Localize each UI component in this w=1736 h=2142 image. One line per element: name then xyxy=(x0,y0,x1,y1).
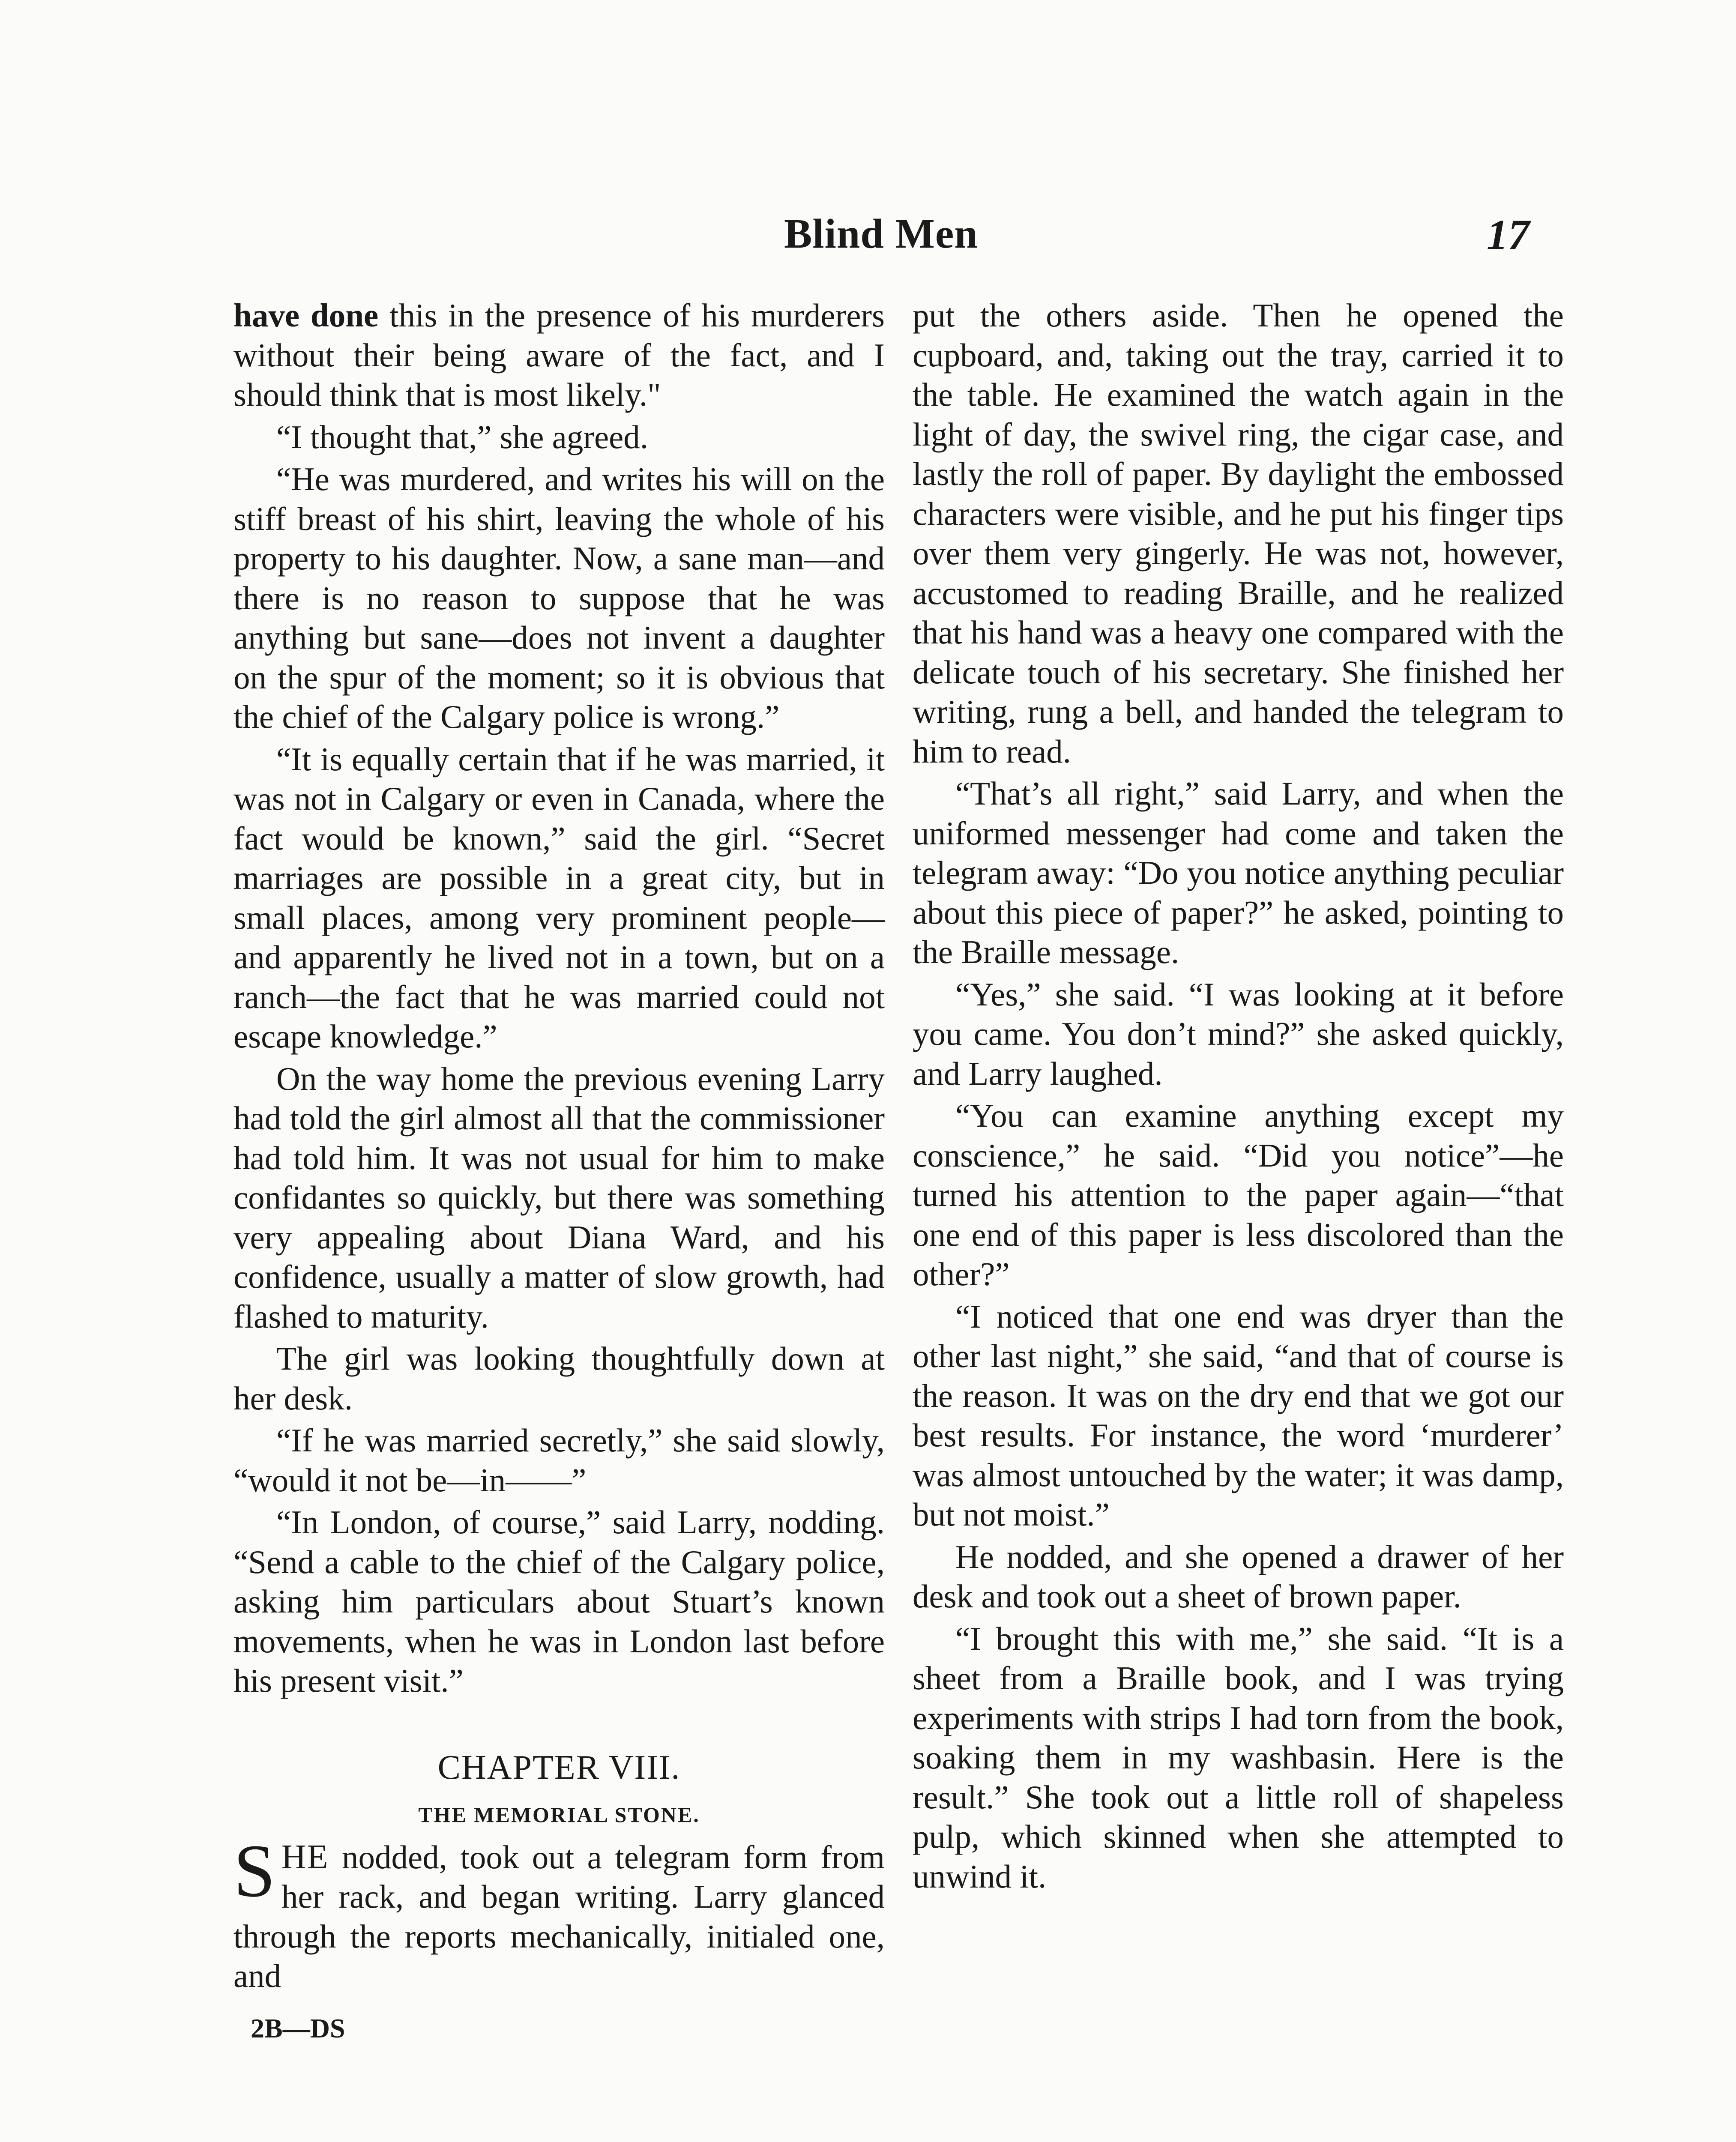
running-title: Blind Men xyxy=(784,211,978,257)
paragraph xyxy=(233,296,885,415)
paragraph: put the others aside. Then he opened the cupboard, and, taking out the tray, carried it to the table. He examined the watch again in the light of day, the swivel ring, the cigar case, and lastly the roll of paper. By daylight the embossed characters were visible, and he put his finger tips over them very gingerly. He was not, however, accustomed to reading Braille, and he realized that his hand was a heavy one compared with the delicate touch of his secretary. She finished her writing, rung a bell, and handed the telegram to him to read. xyxy=(913,297,1564,770)
drop-cap: S xyxy=(233,1829,275,1913)
paragraph: “Yes,” she said. “I was looking at it before you came. You don’t mind?” she asked quickly, and Larry laughed. xyxy=(913,975,1564,1092)
right-column xyxy=(913,296,1564,1896)
paragraph-text: this in the presence of his murderers without their being aware of the fact, and I should think that is most likely." xyxy=(233,297,885,413)
paragraph: “If he was married secretly,” she said slowly, “would it not be—in——” xyxy=(233,1422,885,1499)
paragraph: He nodded, and she opened a drawer of her desk and took out a sheet of brown paper. xyxy=(913,1538,1564,1615)
chapter-opening-paragraph xyxy=(233,1829,885,1996)
chapter-subtitle: THE MEMORIAL STONE. xyxy=(418,1803,700,1827)
first-word: HE xyxy=(281,1838,329,1876)
page-number: 17 xyxy=(1487,211,1529,258)
paragraph: “In London, of course,” said Larry, nodding. “Send a cable to the chief of the Calgary police, asking him particulars about Stuart’s known movements, when he was in London last before his present visit.” xyxy=(233,1504,885,1699)
paragraph: “I thought that,” she agreed. xyxy=(276,418,649,455)
paragraph: “You can examine anything except my conscience,” he said. “Did you notice”—he turned his attention to the paper again—“that one end of this paper is less discolored than the other?” xyxy=(913,1097,1564,1292)
chapter-heading: CHAPTER VIII. xyxy=(437,1748,681,1786)
paragraph: “That’s all right,” said Larry, and when the uniformed messenger had come and taken the telegram away: “Do you notice anything peculiar about this piece of paper?” he asked, pointing to the Braille message. xyxy=(913,775,1564,970)
left-column xyxy=(233,296,885,2048)
paragraph: On the way home the previous evening Larry had told the girl almost all that the commissioner had told him. It was not usual for him to make confidantes so quickly, but there was something very appealing about Diana Ward, and his confidence, usually a matter of slow growth, had flashed to maturity. xyxy=(233,1060,885,1335)
paragraph: The girl was looking thoughtfully down at her desk. xyxy=(233,1340,885,1417)
signature-mark: 2B—DS xyxy=(251,2013,345,2043)
paragraph: “He was murdered, and writes his will on the stiff breast of his shirt, leaving the whole of his property to his daughter. Now, a sane man—and there is no reason to suppose that he was anything but sane—does not invent a daughter on the spur of the moment; so it is obvious that the chief of the Calgary police is wrong.” xyxy=(233,461,885,735)
paragraph: “I brought this with me,” she said. “It is a sheet from a Braille book, and I was trying experiments with strips I had torn from the book, soaking them in my washbasin. Here is the result.” She took out a little roll of shapeless pulp, which skinned when she attempted to unwind it. xyxy=(913,1620,1564,1895)
page-header xyxy=(0,210,1736,274)
paragraph: “It is equally certain that if he was married, it was not in Calgary or even in Canada, where the fact would be known,” said the girl. “Secret marriages are possible in a great city, but in small places, among very prominent people—and apparently he lived not in a town, but on a ranch—the fact that he was married could not escape knowledge.” xyxy=(233,740,885,1055)
lead-bold-text: have done xyxy=(233,297,379,334)
paragraph-text: nodded, took out a telegram form from her rack, and began writing. Larry glanced through the reports mechanically, initialed one, and xyxy=(233,1838,885,1994)
paragraph: “I noticed that one end was dryer than the other last night,” she said, “and that of course is the reason. It was on the dry end that we got our best results. For instance, the word ‘murderer’ was almost untouched by the water; it was damp, but not moist.” xyxy=(913,1298,1564,1533)
